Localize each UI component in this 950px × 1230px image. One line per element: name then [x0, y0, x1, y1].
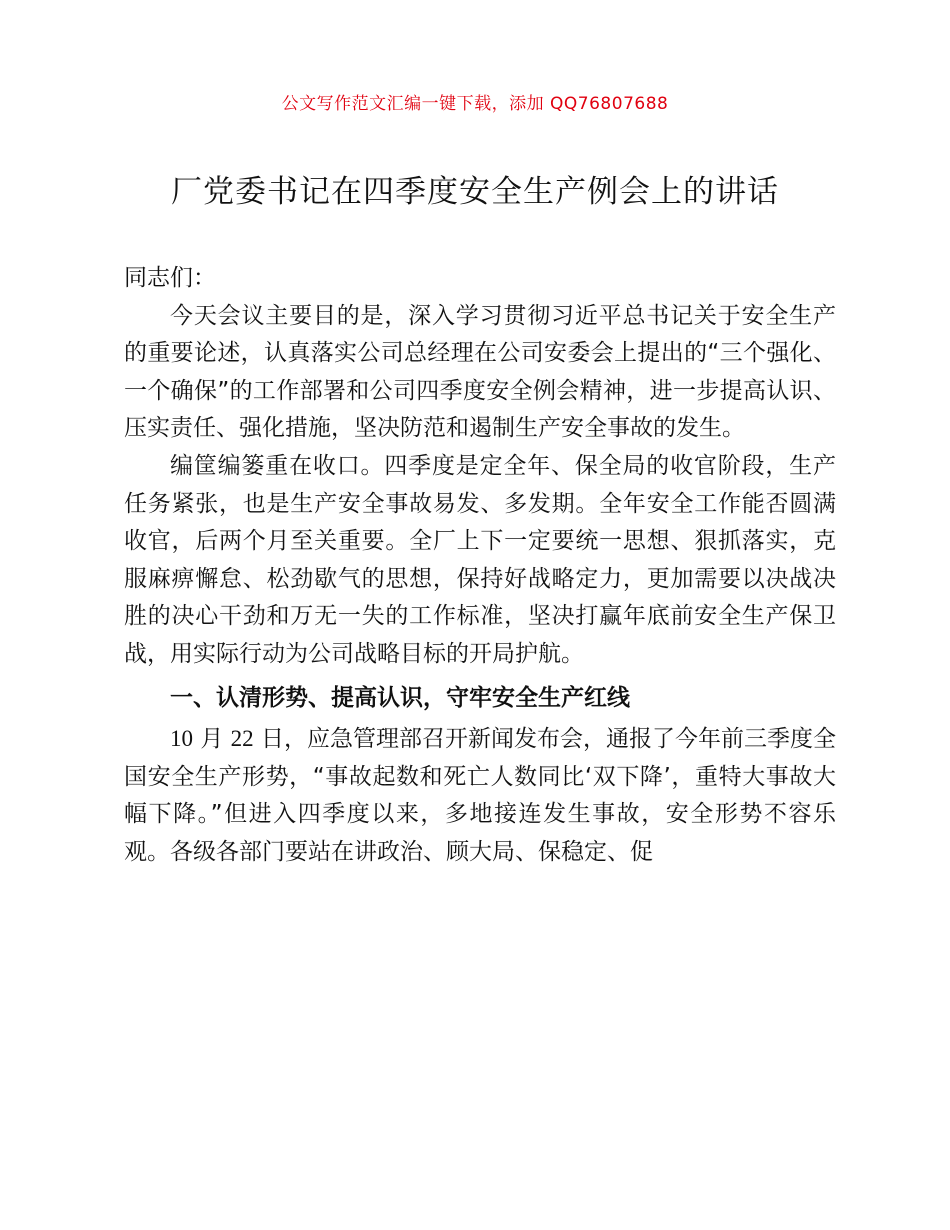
paragraph-section-1-text: 日，应急管理部召开新闻发布会，通报了今年前三季度全国安全生产形势，“事故起数和死亡人数同比‘双下降’，重特大事故大幅下降。”但进入四季度以来，多地接连发生事故，安全形势不容乐观。各级各部门要站在讲政治、顾大局、保稳定、促	[124, 726, 837, 865]
section-heading-1: 一、认清形势、提高认识，守牢安全生产红线	[170, 684, 630, 711]
date-day-number: 22	[230, 726, 254, 752]
document-body	[124, 260, 836, 872]
paragraph-section-1	[124, 720, 836, 871]
date-month-char: 月	[193, 726, 231, 753]
salutation: 同志们：	[124, 265, 216, 291]
document-title: 厂党委书记在四季度安全生产例会上的讲话	[171, 174, 779, 210]
promo-header-text: 公文写作范文汇编一键下载，添加 QQ76807688	[281, 94, 669, 114]
paragraph-intro: 今天会议主要目的是，深入学习贯彻习近平总书记关于安全生产的重要论述，认真落实公司总经理在公司安委会上提出的“三个强化、一个确保”的工作部署和公司四季度安全例会精神，进一步提高认识、压实责任、强化措施，坚决防范和遏制生产安全事故的发生。	[124, 302, 836, 442]
paragraph-fourth-quarter: 编筐编篓重在收口。四季度是定全年、保全局的收官阶段，生产任务紧张，也是生产安全事故易发、多发期。全年安全工作能否圆满收官，后两个月至关重要。全厂上下一定要统一思想、狠抓落实，克服麻痹懈怠、松劲歇气的思想，保持好战略定力，更加需要以决战决胜的决心干劲和万无一失的工作标准，坚决打赢年底前安全生产保卫战，用实际行动为公司战略目标的开局护航。	[124, 452, 836, 667]
date-month-number: 10	[170, 726, 193, 752]
